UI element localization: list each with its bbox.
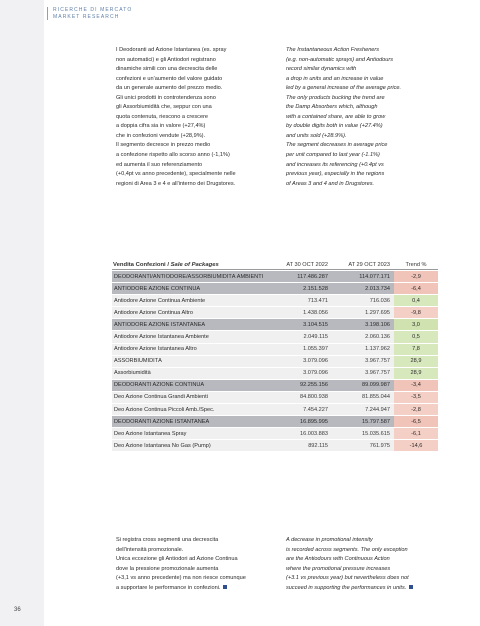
value-2022: 84.800.938 xyxy=(300,394,328,401)
text-line-content: and units sold (+28.9%). xyxy=(286,132,347,139)
text-line-content: Il segmento decresce in prezzo medio xyxy=(116,142,211,149)
row-label: Deo Azione Istantanea Spray xyxy=(114,430,187,437)
row-label: ANTIODORE AZIONE CONTINUA xyxy=(114,285,201,292)
column-header-2023: AT 29 OCT 2023 xyxy=(348,261,390,268)
text-line xyxy=(116,536,276,546)
table-row xyxy=(112,404,438,416)
text-line-content: gli Assorbiumidità che, seppur con una xyxy=(116,104,212,111)
value-2023: 1.137.962 xyxy=(365,346,390,353)
table-row xyxy=(112,380,438,392)
trend-value: -9,8 xyxy=(394,307,438,318)
table-row xyxy=(112,392,438,404)
closing-text-english xyxy=(286,536,446,593)
text-line-content: dove la pressione promozionale aumenta xyxy=(116,565,219,572)
text-line-content: quota contenuta, riescono a crescere xyxy=(116,113,209,120)
text-line-content: non automatici) e gli Antiodori registrano xyxy=(116,56,216,63)
row-label: Antiodore Azione Istantanea Ambiente xyxy=(114,334,209,341)
row-label: Antiodore Azione Continua Ambiente xyxy=(114,297,206,304)
text-line xyxy=(116,46,276,56)
text-line xyxy=(116,84,276,94)
text-line xyxy=(286,141,446,151)
text-line-content: ed aumenta il suo referenziamento xyxy=(116,161,203,168)
text-line-content: A decrease in promotional intensity xyxy=(286,537,373,543)
text-line xyxy=(286,555,446,565)
value-2023: 114.077.171 xyxy=(359,273,390,280)
text-line xyxy=(116,180,276,190)
row-label: Deo Azione Continua Piccoli Amb./Spec. xyxy=(114,406,215,413)
table-row xyxy=(112,283,438,295)
value-2023: 7.244.947 xyxy=(365,406,390,413)
text-line-content: the Damp Absorbers which, although xyxy=(286,104,378,111)
value-2022: 117.486.287 xyxy=(297,273,328,280)
value-2022: 1.055.397 xyxy=(303,346,328,353)
text-line-content: a doppia cifra sia in valore (+27,4%) xyxy=(116,123,206,130)
value-2022: 2.049.115 xyxy=(303,334,328,341)
text-line xyxy=(116,565,276,575)
text-line-content: The segment decreases in average price xyxy=(286,142,388,149)
row-label: ANTIODORE AZIONE ISTANTANEA xyxy=(114,321,206,328)
text-line-content: per unit compared to last year (-1.1%) xyxy=(286,152,380,159)
trend-value: -14,6 xyxy=(394,440,438,451)
table-title-separator: / xyxy=(165,261,171,268)
row-label: ASSORBIUMIDITÀ xyxy=(114,358,162,365)
end-square-icon xyxy=(409,585,413,589)
table-row xyxy=(112,271,438,283)
table-row xyxy=(112,344,438,356)
column-header-trend: Trend % xyxy=(405,261,427,268)
table-body xyxy=(112,271,438,452)
value-2023: 2.060.136 xyxy=(365,334,390,341)
text-line xyxy=(116,113,276,123)
row-label: DEODORANTI/ANTIODORE/ASSORBIUMIDITÀ AMBIENTI xyxy=(114,273,264,280)
brand-rule xyxy=(47,7,48,20)
row-label: Deo Azione Continua Grandi Ambienti xyxy=(114,394,208,401)
text-line-content: previous year), especially in the regions xyxy=(286,171,385,178)
text-line xyxy=(116,574,276,584)
text-line-content: record similar dynamics with xyxy=(286,66,357,73)
text-line xyxy=(116,56,276,66)
text-line xyxy=(116,161,276,171)
brand-header xyxy=(53,7,132,21)
intro-text-italian xyxy=(116,46,276,189)
trend-value: 3,0 xyxy=(394,319,438,330)
end-square-icon xyxy=(223,585,227,589)
text-line xyxy=(116,75,276,85)
value-2023: 716.036 xyxy=(369,297,390,304)
text-line xyxy=(286,161,446,171)
table-row xyxy=(112,368,438,380)
text-line xyxy=(116,132,276,142)
value-2022: 2.151.528 xyxy=(303,285,328,292)
value-2023: 3.198.106 xyxy=(365,321,390,328)
text-line xyxy=(116,170,276,180)
trend-value: 28,9 xyxy=(394,368,438,379)
table-row xyxy=(112,295,438,307)
text-line xyxy=(116,584,276,594)
trend-value: -3,5 xyxy=(394,392,438,403)
text-line-content: succeed in supporting the performances in units. xyxy=(286,584,407,591)
text-line xyxy=(286,574,446,584)
text-line xyxy=(286,546,446,556)
text-line xyxy=(286,46,446,56)
text-line xyxy=(286,180,446,190)
value-2023: 761.975 xyxy=(369,442,390,449)
table-row xyxy=(112,307,438,319)
text-line xyxy=(286,113,446,123)
text-line xyxy=(116,122,276,132)
value-2022: 92.255.156 xyxy=(300,382,328,389)
text-line-content: (+0,4pt vs anno precedente), specialmente nelle xyxy=(116,171,236,178)
text-line-content: a supportare le performance in confezioni. xyxy=(116,584,221,591)
trend-value: 0,4 xyxy=(394,295,438,306)
table-header xyxy=(112,260,438,270)
text-line xyxy=(286,94,446,104)
text-line-content: (+3.1 vs previous year) but nevertheless does not xyxy=(286,575,409,582)
value-2022: 713.471 xyxy=(307,297,328,304)
intro-text-english xyxy=(286,46,446,189)
table-title-italian: Vendita Confezioni xyxy=(113,261,166,268)
text-line xyxy=(116,65,276,75)
value-2023: 2.013.734 xyxy=(365,285,390,292)
text-line-content: are the Antiodours with Continuous Action xyxy=(286,556,390,563)
row-label: Antiodore Azione Istantanea Altro xyxy=(114,346,197,353)
table-title-english: Sale of Packages xyxy=(170,261,219,268)
value-2023: 81.855.044 xyxy=(362,394,390,401)
trend-value: 0,5 xyxy=(394,331,438,342)
text-line-content: Gli unici prodotti in controtendenza sono xyxy=(116,94,216,101)
text-line-content: da un generale aumento del prezzo medio. xyxy=(116,85,223,92)
value-2023: 89.099.987 xyxy=(362,382,390,389)
row-label: Antiodore Azione Continua Altro xyxy=(114,309,193,316)
text-line-content: Si registra cross segmenti una decrescita xyxy=(116,537,219,543)
text-line-content: The Instantaneous Action Fresheners xyxy=(286,47,380,53)
row-label: Deo Azione Istantanea No Gas (Pump) xyxy=(114,442,211,449)
text-line xyxy=(116,151,276,161)
text-line xyxy=(116,103,276,113)
text-line xyxy=(286,75,446,85)
text-line-content: by double digits both in value (+27.4%) xyxy=(286,123,383,130)
text-line-content: led by a general increase of the average price. xyxy=(286,85,402,92)
closing-text-italian xyxy=(116,536,276,593)
table-row xyxy=(112,440,438,452)
text-line xyxy=(286,56,446,66)
table-row xyxy=(112,356,438,368)
text-line xyxy=(286,132,446,142)
text-line-content: I Deodoranti ad Azione Istantanea (es. spray xyxy=(116,47,227,53)
trend-value: -2,9 xyxy=(394,271,438,282)
table-row xyxy=(112,428,438,440)
text-line-content: and increases its referencing (+0.4pt vs xyxy=(286,161,384,168)
value-2022: 7.454.227 xyxy=(303,406,328,413)
text-line-content: a confezione rispetto allo scorso anno (-1,1%) xyxy=(116,152,230,159)
text-line-content: regioni di Area 3 e 4 e all'interno dei Drugstores. xyxy=(116,180,236,187)
column-header-2022: AT 30 OCT 2022 xyxy=(286,261,328,268)
text-line-content: is recorded across segments. The only exception xyxy=(286,546,408,553)
text-line xyxy=(286,565,446,575)
value-2022: 892.115 xyxy=(308,442,328,449)
trend-value: -2,8 xyxy=(394,404,438,415)
trend-value: -6,4 xyxy=(394,283,438,294)
text-line xyxy=(286,84,446,94)
value-2022: 3.104.515 xyxy=(303,321,328,328)
value-2022: 3.079.096 xyxy=(303,358,328,365)
page-sidebar xyxy=(0,0,44,626)
text-line xyxy=(116,546,276,556)
value-2023: 1.297.695 xyxy=(365,309,390,316)
brand-line-italian: RICERCHE DI MERCATO xyxy=(53,7,133,13)
text-line xyxy=(286,122,446,132)
text-line-content: dinamiche simili con una decrescita delle xyxy=(116,66,218,73)
trend-value: -6,5 xyxy=(394,416,438,427)
text-line-content: where the promotional pressure increases xyxy=(286,565,391,572)
text-line xyxy=(286,103,446,113)
value-2022: 16.003.883 xyxy=(300,430,328,437)
text-line xyxy=(116,141,276,151)
value-2023: 15.035.615 xyxy=(362,430,390,437)
text-line-content: of Areas 3 and 4 and in Drugstores. xyxy=(286,180,375,187)
text-line xyxy=(286,170,446,180)
text-line-content: with a contained share, are able to grow xyxy=(286,113,386,120)
text-line-content: confezioni e un'aumento del valore guidato xyxy=(116,75,223,82)
text-line xyxy=(116,94,276,104)
text-line-content: The only products bucking the trend are xyxy=(286,94,385,101)
row-label: DEODORANTI AZIONE ISTANTANEA xyxy=(114,418,210,425)
text-line xyxy=(116,555,276,565)
sales-table xyxy=(112,260,438,452)
value-2022: 1.438.056 xyxy=(303,309,328,316)
row-label: Assorbiumidità xyxy=(114,370,151,377)
table-title xyxy=(112,262,272,268)
text-line xyxy=(286,151,446,161)
trend-value: -6,1 xyxy=(394,428,438,439)
value-2023: 3.967.757 xyxy=(365,370,390,377)
text-line-content: a drop in units and an increase in value xyxy=(286,75,384,82)
table-row xyxy=(112,331,438,343)
trend-value: 7,8 xyxy=(394,344,438,355)
text-line-content: che in confezioni vendute (+28,9%). xyxy=(116,132,206,139)
text-line-content: Unica eccezione gli Antiodori ad Azione Continua xyxy=(116,556,238,563)
value-2023: 15.797.587 xyxy=(362,418,390,425)
trend-value: 28,9 xyxy=(394,356,438,367)
page-number: 36 xyxy=(14,607,21,613)
value-2022: 16.895.995 xyxy=(300,418,328,425)
text-line xyxy=(286,65,446,75)
text-line-content: (+3,1 vs anno precedente) ma non riesce comunque xyxy=(116,575,246,582)
table-row xyxy=(112,416,438,428)
trend-value: -3,4 xyxy=(394,380,438,391)
text-line-content: dell'intensità promozionale. xyxy=(116,546,184,553)
row-label: DEODORANTI AZIONE CONTINUA xyxy=(114,382,205,389)
text-line xyxy=(286,536,446,546)
value-2022: 3.079.096 xyxy=(303,370,328,377)
table-row xyxy=(112,319,438,331)
value-2023: 3.967.757 xyxy=(365,358,390,365)
text-line xyxy=(286,584,446,594)
brand-line-english: MARKET RESEARCH xyxy=(53,14,120,20)
text-line-content: (e.g. non-automatic sprays) and Antiodours xyxy=(286,56,394,63)
